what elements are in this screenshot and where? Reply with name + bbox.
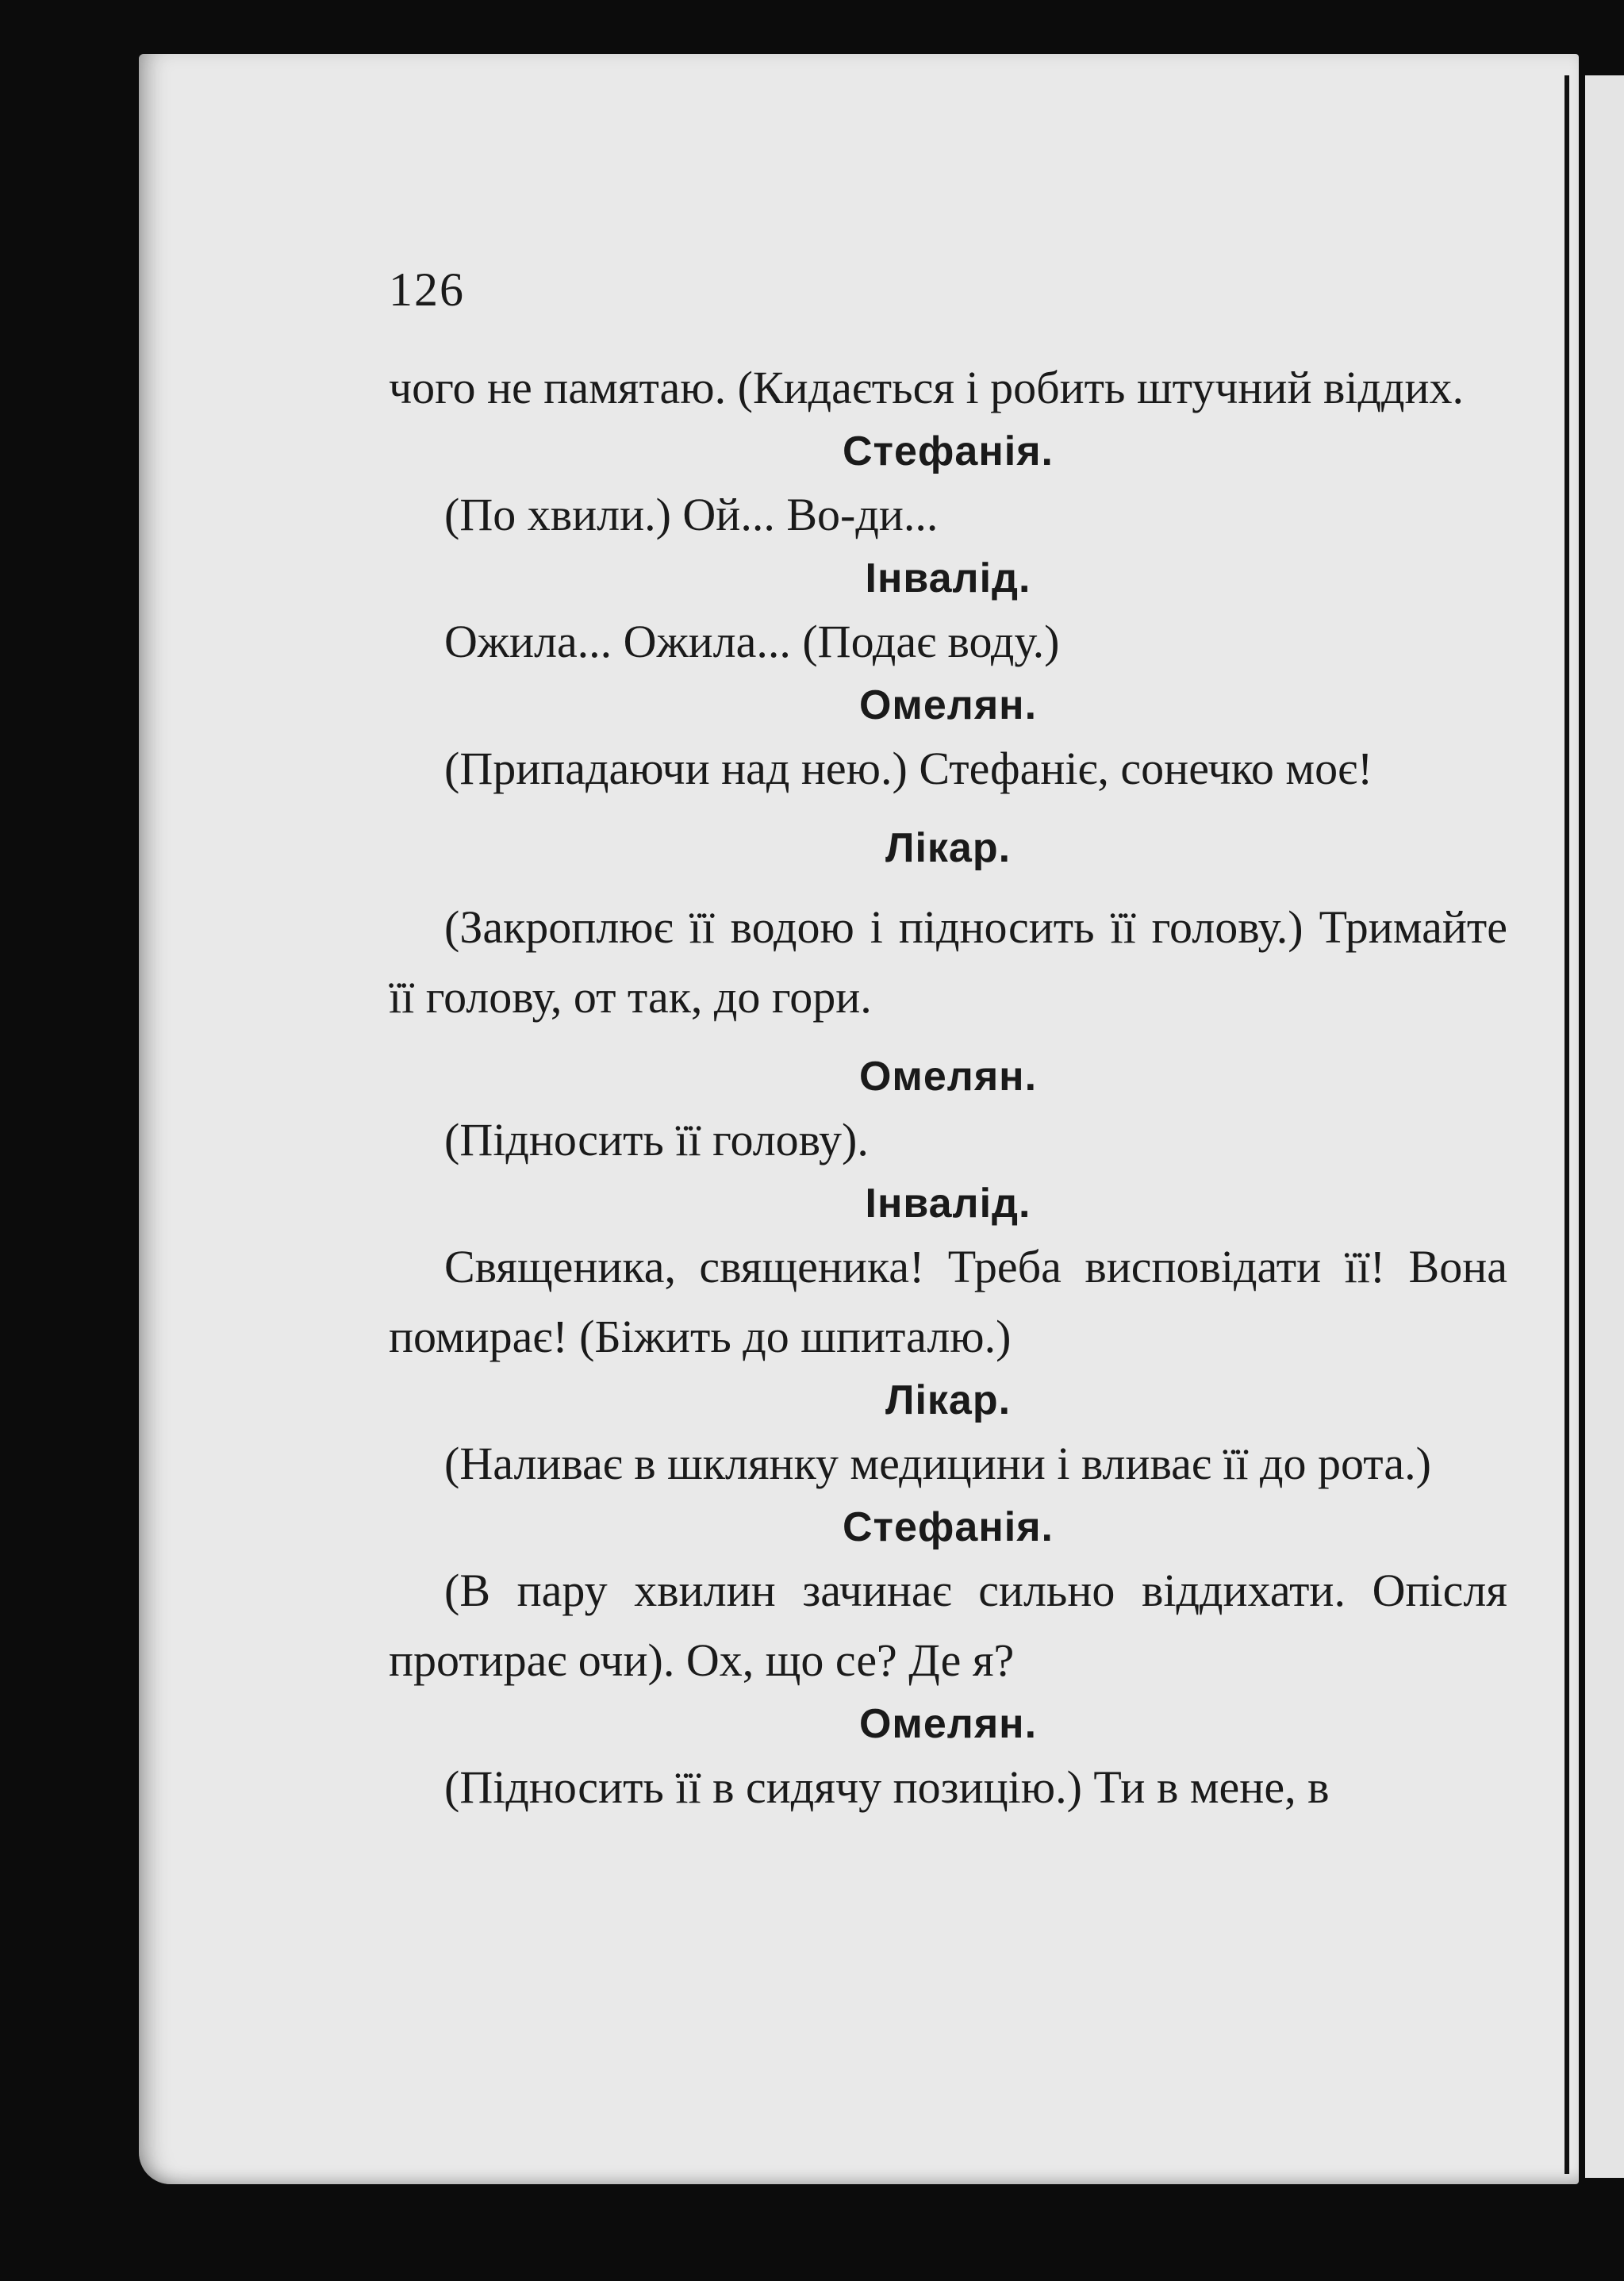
text-paragraph: (Підносить її в сидячу позицію.) Ти в мене, в [444, 1761, 1330, 1813]
speaker-name: Омелян. [858, 1701, 1038, 1747]
facing-page-edge [1585, 75, 1624, 2178]
text-paragraph: Ожила... Ожила... (Подає воду.) [444, 616, 1060, 667]
speaker-name: Омелян. [858, 682, 1038, 728]
page-fold-shadow [1564, 75, 1569, 2174]
page-content [389, 263, 1507, 1822]
spacer [389, 1032, 1507, 1048]
text-paragraph: (По хвили.) Ой... Во-ди... [444, 489, 939, 540]
text-paragraph: (Закроплює її водою і підносить її голову.) Тримайте її голову, от так, до гори. [389, 901, 1507, 1023]
text-paragraph: (Наливає в шклянку медицини і вливає її до рота.) [444, 1438, 1431, 1489]
speaker-name: Інвалід. [865, 1181, 1031, 1227]
speaker-name: Інвалід. [865, 555, 1031, 601]
text-paragraph: (В пару хвилин зачинає сильно віддихати. Опісля протирає очи). Ох, що се? Де я? [389, 1565, 1507, 1686]
speaker-name: Стефанія. [842, 428, 1054, 474]
text-paragraph: (Підносить її голову). [444, 1114, 869, 1165]
text-paragraph: (Припадаючи над нею.) Стефаніє, сонечко моє! [444, 743, 1373, 794]
speaker-name: Лікар. [885, 825, 1012, 871]
speaker-name: Стефанія. [842, 1504, 1054, 1550]
text-paragraph: Священика, священика! Треба висповідати її! Вона помирає! (Біжить до шпиталю.) [389, 1241, 1507, 1362]
text-paragraph: чого не памятаю. (Кидається і робить штучний віддих. [389, 362, 1465, 413]
speaker-name: Лікар. [885, 1377, 1012, 1423]
spacer [389, 877, 1507, 893]
spacer [389, 804, 1507, 820]
page-number: 126 [389, 263, 465, 316]
speaker-name: Омелян. [858, 1054, 1038, 1100]
